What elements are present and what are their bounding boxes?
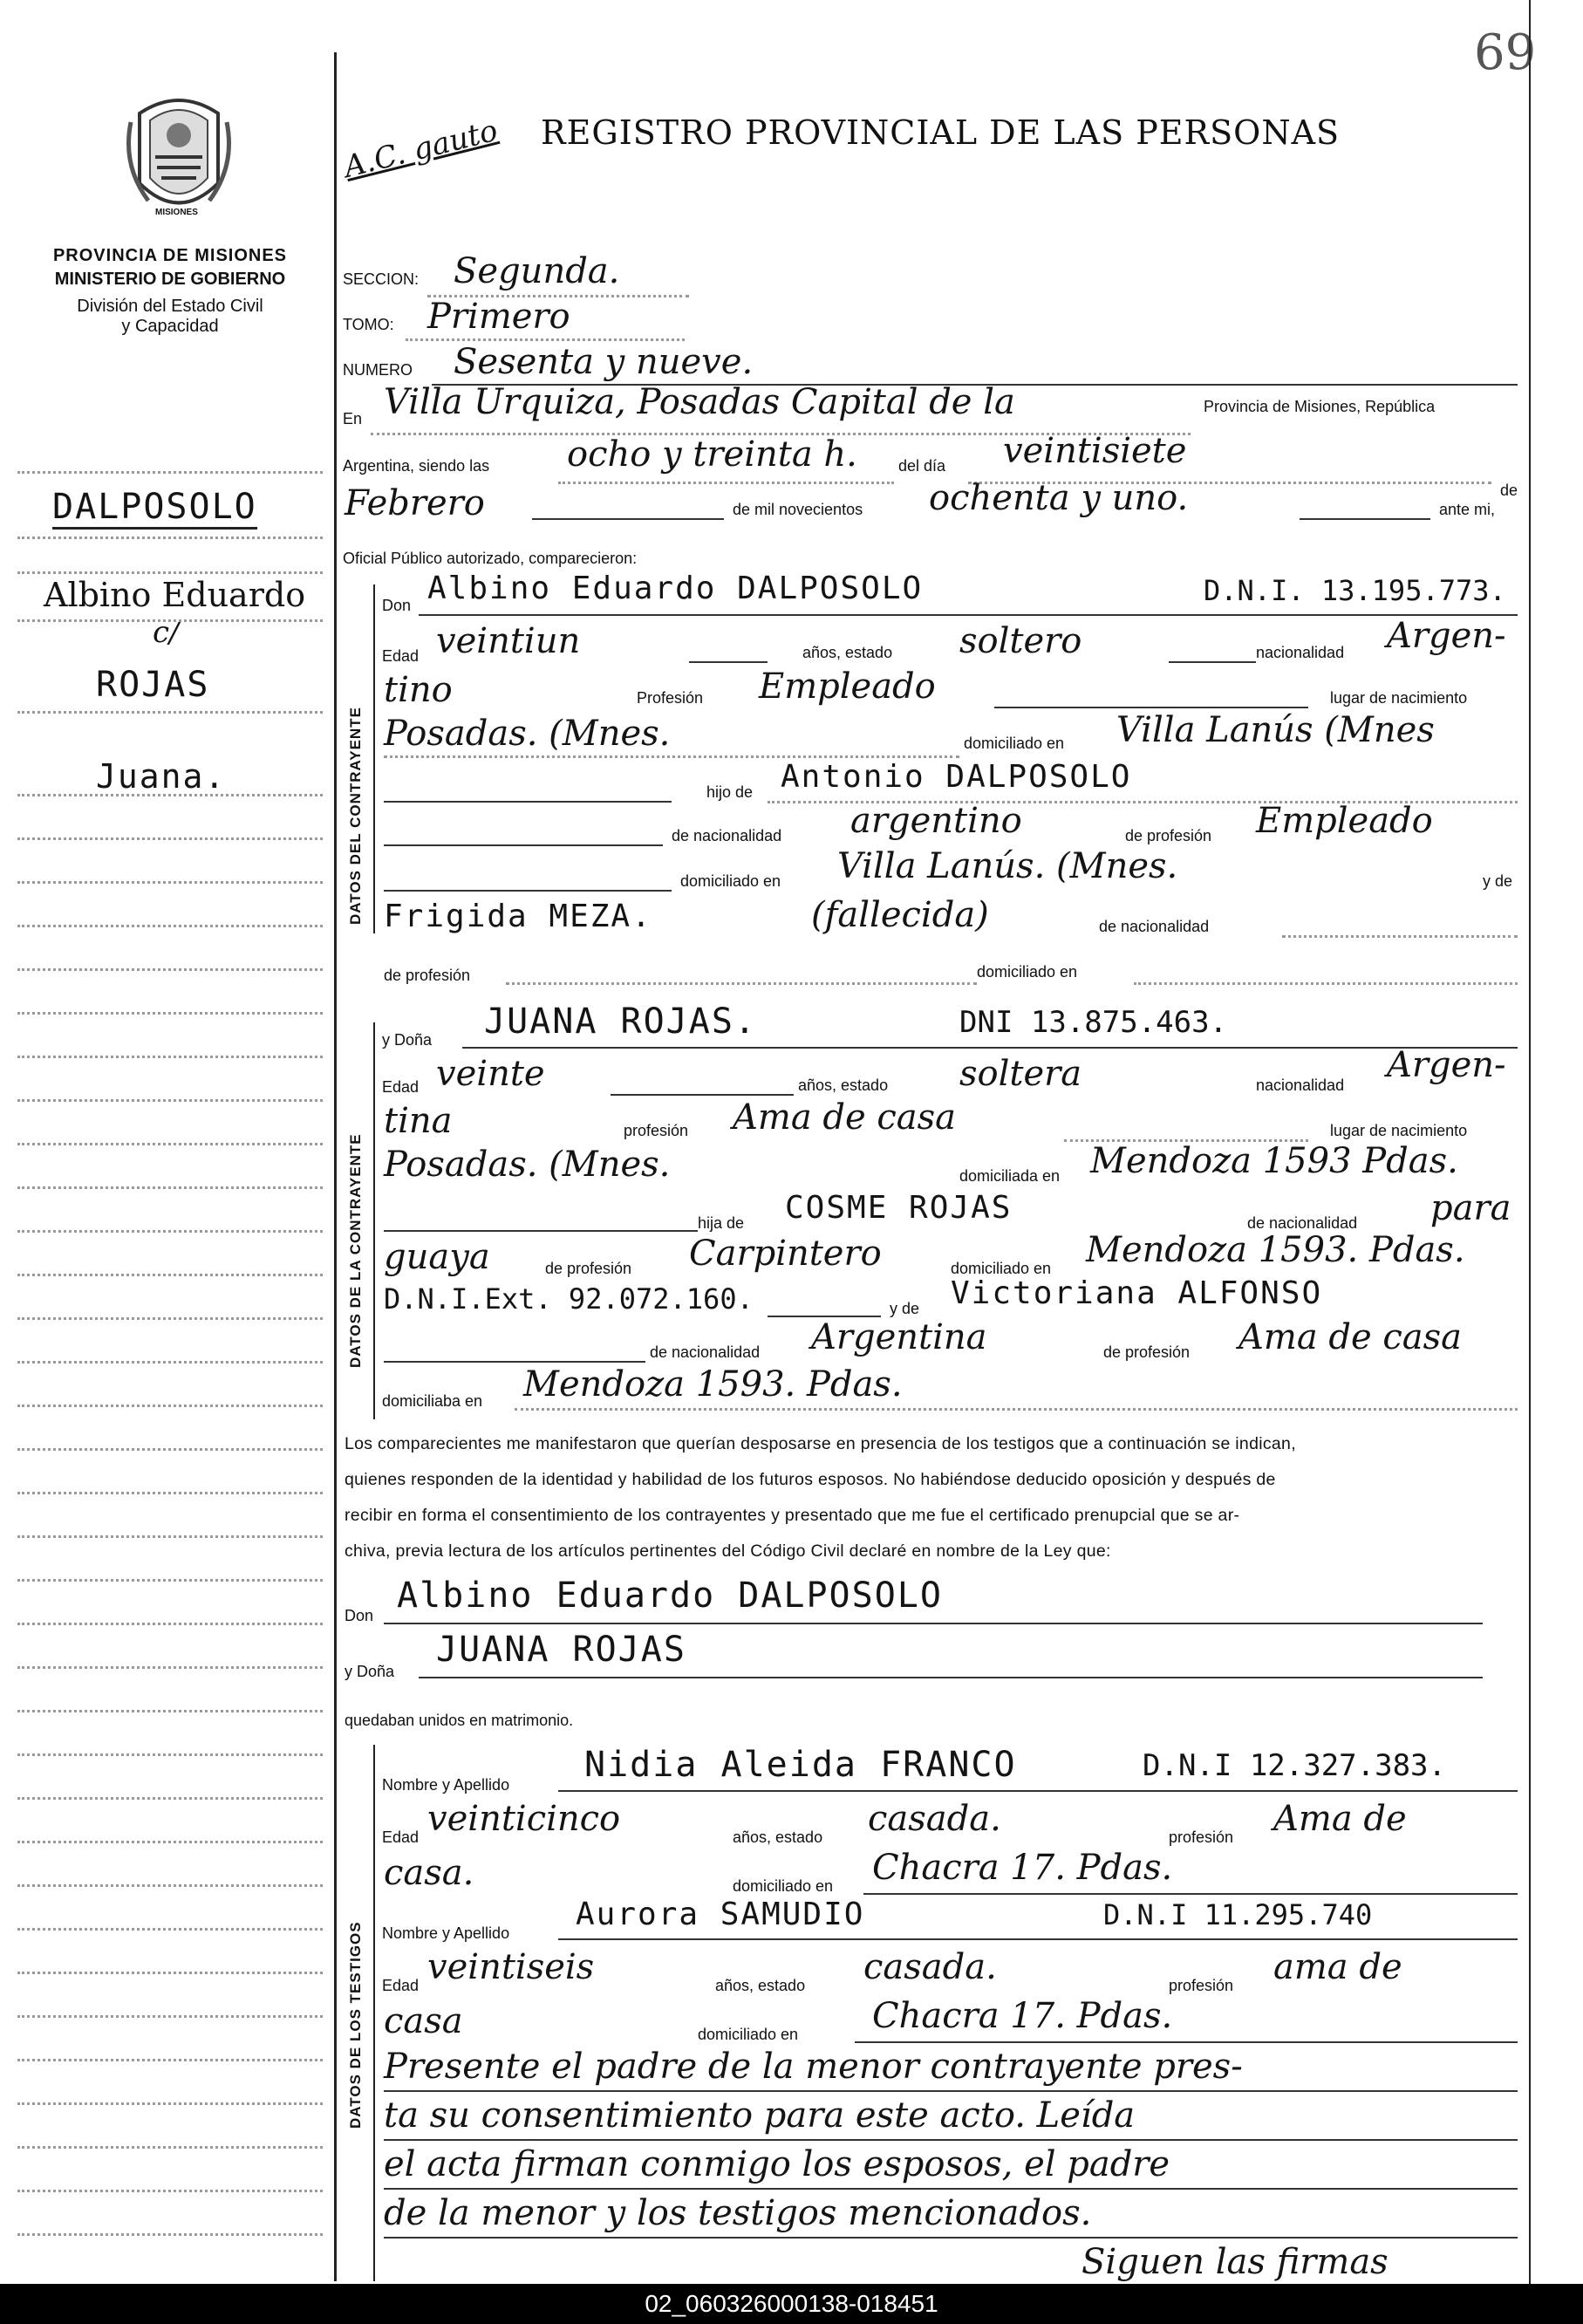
line-w1-name [558, 1790, 1518, 1792]
label-w2-anos: años, estado [715, 1977, 806, 1994]
label-de: de [1500, 482, 1518, 499]
label-nacionalidad: nacionalidad [1256, 644, 1345, 661]
value-seccion: Segunda. [454, 251, 620, 291]
value-groom-estado: soltero [959, 621, 1082, 661]
line-decl-don [384, 1623, 1483, 1624]
label-mother-dom: domiciliado en [977, 963, 1078, 981]
margin-dotted-line [17, 2102, 323, 2105]
provincial-seal [122, 87, 235, 227]
label-argentina: Argentina, siendo las [343, 457, 490, 475]
annotation: A.C. gauto [340, 113, 502, 185]
value-w2-prof2: casa [384, 2001, 463, 2041]
label-del-dia: del día [898, 457, 946, 475]
margin-dotted-line [17, 619, 323, 622]
margin-dotted-line [17, 1186, 323, 1189]
label-bride-nac: nacionalidad [1256, 1077, 1345, 1094]
value-mother-note: (fallecida) [811, 895, 989, 935]
label-domiciliaba: domiciliaba en [382, 1392, 483, 1410]
label-bride-father-prof: de profesión [545, 1260, 632, 1277]
line-bride-edad [611, 1094, 794, 1096]
margin-dotted-line [17, 1579, 323, 1582]
label-bride-y-de: y de [890, 1300, 920, 1317]
footer-id: 02_060326000138-018451 [0, 2284, 1583, 2324]
value-bride-dni: DNI 13.875.463. [959, 1005, 1228, 1040]
witness-section-rule [373, 1745, 375, 2281]
line-w1-dom [863, 1893, 1518, 1895]
label-mil: de mil novecientos [733, 501, 863, 518]
value-lugar: Villa Urquiza, Posadas Capital de la [384, 382, 1015, 422]
value-bride-father-prof: Carpintero [689, 1234, 882, 1274]
value-groom-nac2: tino [384, 670, 453, 710]
note-line-1: Presente el padre de la menor contrayente pres- [384, 2043, 1518, 2092]
margin-dotted-line [17, 471, 323, 474]
line-bride-mother-dom [515, 1408, 1518, 1411]
margin-dotted-line [17, 2015, 323, 2018]
margin-dotted-line [17, 1317, 323, 1320]
line-tomo [406, 338, 685, 341]
org-block [26, 246, 314, 337]
value-bride-father-dom: Mendoza 1593. Pdas. [1086, 1230, 1465, 1270]
notes [384, 2043, 1518, 2286]
seal-label: MISIONES [155, 208, 198, 217]
margin-dotted-line [17, 1623, 323, 1625]
label-w2-prof: profesión [1169, 1977, 1234, 1994]
label-don: Don [382, 597, 412, 614]
seal-emblem-icon [122, 87, 235, 227]
page-title: REGISTRO PROVINCIAL DE LAS PERSONAS [541, 113, 1341, 152]
paragraph-line-4: chiva, previa lectura de los artículos pertinentes del Código Civil declaré en nombre de la Ley que: [345, 1541, 1111, 1561]
label-y-dona: y Doña [382, 1031, 433, 1049]
margin-dotted-line [17, 794, 323, 796]
value-bride-father-nac1: para [1430, 1188, 1511, 1228]
value-father-nac: argentino [850, 801, 1022, 841]
note-line-4: de la menor y los testigos mencionados. [384, 2190, 1518, 2239]
value-groom-prof: Empleado [759, 666, 936, 707]
label-bride-edad: Edad [382, 1078, 420, 1096]
margin-dotted-line [17, 537, 323, 539]
label-bride-anos: años, estado [798, 1077, 889, 1094]
value-mes: Febrero [345, 483, 485, 523]
value-tomo: Primero [427, 297, 570, 337]
value-bride-mother-nac: Argentina [811, 1317, 987, 1357]
note-line-5: Siguen las firmas [1081, 2242, 1389, 2282]
legal-paragraph [345, 1426, 1522, 1569]
value-w2-dom: Chacra 17. Pdas. [872, 1996, 1173, 2036]
label-w1-prof: profesión [1169, 1828, 1234, 1846]
value-bride-lugar: Posadas. (Mnes. [384, 1145, 671, 1185]
line-mother-dom [1134, 982, 1518, 985]
line-father-nac-pre [384, 844, 663, 846]
margin-bride-surname: ROJAS [96, 665, 210, 705]
line-mother-prof [506, 982, 977, 985]
margin-dotted-line [17, 968, 323, 971]
margin-dotted-line [17, 1099, 323, 1102]
value-w2-prof1: ama de [1273, 1947, 1402, 1987]
line-groom-estado [1169, 661, 1256, 663]
margin-dotted-line [17, 1492, 323, 1494]
paragraph-line-3: recibir en forma el consentimiento de los contrayentes y presentado que me fue el certificado prenupcial que se ar- [345, 1506, 1240, 1525]
value-bride-nac2: tina [384, 1101, 453, 1141]
right-border-rule [1529, 0, 1531, 2284]
label-w2-edad: Edad [382, 1977, 420, 1994]
line-mes [532, 518, 724, 520]
note-line-3: el acta firman conmigo los esposos, el padre [384, 2141, 1518, 2190]
line-mother-nac [1282, 935, 1518, 938]
label-decl-don: Don [345, 1607, 374, 1624]
margin-dotted-line [17, 571, 323, 574]
line-father-pre [384, 801, 672, 803]
line-decl-dona [419, 1677, 1483, 1678]
label-seccion: SECCION: [343, 270, 420, 288]
label-domiciliado-en: domiciliado en [680, 872, 781, 890]
value-w1-prof2: casa. [384, 1853, 474, 1893]
value-groom-dom: Villa Lanús (Mnes [1116, 710, 1435, 750]
value-groom-lugar: Posadas. (Mnes. [384, 714, 671, 754]
margin-dotted-line [17, 1143, 323, 1145]
label-hija-de: hija de [698, 1214, 745, 1232]
label-bride-prof: profesión [624, 1122, 689, 1139]
value-w1-name: Nidia Aleida FRANCO [584, 1745, 1017, 1785]
org-ministry: MINISTERIO DE GOBIERNO [54, 270, 286, 289]
value-bride-mother-prof: Ama de casa [1238, 1317, 1462, 1357]
label-quedaban: quedaban unidos en matrimonio. [345, 1712, 574, 1729]
value-w1-estado: casada. [868, 1799, 1001, 1839]
margin-dotted-line [17, 1405, 323, 1407]
margin-dotted-line [17, 2059, 323, 2061]
label-numero: NUMERO [343, 361, 413, 379]
note-line-2: ta su consentimiento para este acto. Leída [384, 2092, 1518, 2141]
line-bride-mother-pre [384, 1361, 645, 1363]
line-hora [558, 482, 894, 484]
side-label-witness: DATOS DE LOS TESTIGOS [347, 1921, 364, 2129]
value-numero: Sesenta y nueve. [454, 342, 754, 382]
margin-dotted-line [17, 1274, 323, 1276]
label-bride-mother-nac: de nacionalidad [650, 1343, 761, 1361]
line-bride [462, 1047, 1518, 1049]
margin-dotted-line [17, 1841, 323, 1843]
label-bride-father-nac: de nacionalidad [1247, 1214, 1358, 1232]
label-bride-lugar: lugar de nacimiento [1330, 1122, 1468, 1139]
label-mother-nac: de nacionalidad [1099, 918, 1210, 935]
value-bride: JUANA ROJAS. [484, 1001, 757, 1042]
value-mother: Frigida MEZA. [384, 899, 652, 934]
value-w2-name: Aurora SAMUDIO [576, 1897, 865, 1932]
value-bride-father: COSME ROJAS [785, 1190, 1013, 1226]
margin-dotted-line [17, 1666, 323, 1669]
value-groom-nac1: Argen- [1387, 616, 1506, 656]
paragraph-line-1: Los comparecientes me manifestaron que querían desposarse en presencia de los testigos que a continuación se indican, [345, 1434, 1296, 1453]
value-w2-estado: casada. [863, 1947, 997, 1987]
label-oficial: Oficial Público autorizado, comparecieron: [343, 550, 638, 567]
label-profesion: Profesión [637, 689, 704, 707]
margin-conj: c/ [153, 615, 180, 650]
label-hijo-de: hijo de [706, 783, 754, 801]
label-w1-nombre: Nombre y Apellido [382, 1776, 510, 1794]
margin-groom-name: Albino Eduardo [44, 576, 306, 614]
margin-dotted-line [17, 1448, 323, 1451]
margin-dotted-line [17, 1797, 323, 1800]
label-bride-father-dom: domiciliado en [951, 1260, 1052, 1277]
value-father: Antonio DALPOSOLO [781, 759, 1132, 795]
value-bride-father-nac2: guaya [384, 1237, 490, 1277]
value-bride-mother: Victoriana ALFONSO [951, 1275, 1323, 1311]
label-bride-dom: domiciliada en [959, 1167, 1061, 1185]
label-mother-prof: de profesión [384, 967, 471, 984]
margin-dotted-line [17, 1230, 323, 1233]
value-bride-father-dni: D.N.I.Ext. 92.072.160. [384, 1282, 754, 1316]
org-province: PROVINCIA DE MISIONES [52, 246, 288, 265]
label-en: En [343, 410, 363, 427]
label-tomo: TOMO: [343, 316, 394, 333]
margin-dotted-line [17, 925, 323, 927]
value-father-dom: Villa Lanús. (Mnes. [837, 846, 1178, 886]
value-decl-don: Albino Eduardo DALPOSOLO [397, 1576, 943, 1616]
label-w1-anos: años, estado [733, 1828, 823, 1846]
label-bride-mother-prof: de profesión [1103, 1343, 1191, 1361]
value-w1-dom: Chacra 17. Pdas. [872, 1848, 1173, 1888]
label-lugar-nac: lugar de nacimiento [1330, 689, 1468, 707]
value-w1-dni: D.N.I 12.327.383. [1143, 1748, 1446, 1783]
margin-dotted-line [17, 1535, 323, 1538]
org-capacity: y Capacidad [121, 317, 219, 336]
line-groom-prof [994, 707, 1308, 708]
margin-dotted-line [17, 2233, 323, 2236]
line-groom-edad [689, 661, 768, 663]
margin-dotted-line [17, 2190, 323, 2192]
line-w2-name [558, 1938, 1518, 1940]
label-de-profesion: de profesión [1125, 827, 1212, 844]
left-margin-rule [334, 52, 337, 2281]
value-w1-edad: veinticinco [427, 1799, 621, 1839]
value-father-prof: Empleado [1256, 801, 1433, 841]
label-w2-nombre: Nombre y Apellido [382, 1924, 510, 1942]
value-bride-estado: soltera [959, 1054, 1082, 1094]
line-groom-lugar [384, 755, 959, 758]
margin-dotted-line [17, 1012, 323, 1015]
margin-dotted-line [17, 2146, 323, 2149]
value-groom-dni: D.N.I. 13.195.773. [1204, 574, 1506, 607]
value-bride-dom: Mendoza 1593 Pdas. [1090, 1141, 1458, 1181]
label-edad: Edad [382, 647, 420, 665]
bride-section-rule [373, 1022, 375, 1419]
label-ante: ante mi, [1439, 501, 1496, 518]
margin-dotted-line [17, 837, 323, 840]
label-w1-edad: Edad [382, 1828, 420, 1846]
value-w2-dni: D.N.I 11.295.740 [1103, 1898, 1373, 1931]
line-anio [1300, 518, 1430, 520]
margin-dotted-line [17, 1361, 323, 1364]
value-decl-dona: JUANA ROJAS [436, 1630, 686, 1670]
line-groom [419, 614, 1518, 616]
margin-bride-name: Juana. [96, 757, 227, 796]
label-w1-dom: domiciliado en [733, 1877, 834, 1895]
value-w2-edad: veintiseis [427, 1947, 595, 1987]
value-groom: Albino Eduardo DALPOSOLO [427, 571, 924, 606]
paragraph-line-2: quienes responden de la identidad y habilidad de los futuros esposos. No habiéndose deducido oposición y después de [345, 1470, 1276, 1489]
page-number: 69 [1474, 24, 1537, 81]
value-anio: ochenta y uno. [929, 478, 1189, 518]
margin-dotted-line [17, 1710, 323, 1712]
value-w1-prof1: Ama de [1273, 1799, 1407, 1839]
value-hora: ocho y treinta h. [567, 434, 857, 475]
label-domiciliado: domiciliado en [964, 735, 1065, 752]
margin-dotted-line [17, 1753, 323, 1756]
margin-dotted-line [17, 1884, 323, 1887]
margin-dotted-line [17, 881, 323, 884]
groom-section-rule [373, 584, 375, 933]
label-w2-dom: domiciliado en [698, 2026, 799, 2043]
value-dia: veintisiete [1003, 431, 1187, 471]
value-bride-edad: veinte [436, 1054, 545, 1094]
value-bride-nac1: Argen- [1387, 1045, 1506, 1085]
margin-surname: DALPOSOLO [52, 487, 257, 530]
margin-dotted-line [17, 1056, 323, 1058]
label-y-de: y de [1483, 872, 1513, 890]
margin-dotted-line [17, 1928, 323, 1931]
line-bride-father-pre [384, 1230, 698, 1232]
label-de-nacionalidad: de nacionalidad [672, 827, 782, 844]
label-provincia: Provincia de Misiones, República [1204, 398, 1436, 415]
org-division: División del Estado Civil [77, 297, 263, 316]
side-label-bride: DATOS DE LA CONTRAYENTE [347, 1133, 364, 1368]
value-bride-prof: Ama de casa [733, 1097, 956, 1138]
margin-dotted-line [17, 1972, 323, 1974]
margin-dotted-line [17, 711, 323, 714]
line-father-dom-pre [384, 890, 672, 892]
value-groom-edad: veintiun [436, 621, 581, 661]
value-bride-mother-dom: Mendoza 1593. Pdas. [523, 1364, 903, 1405]
label-decl-dona: y Doña [345, 1663, 395, 1680]
label-anos-estado: años, estado [802, 644, 893, 661]
side-label-groom: DATOS DEL CONTRAYENTE [347, 707, 364, 925]
